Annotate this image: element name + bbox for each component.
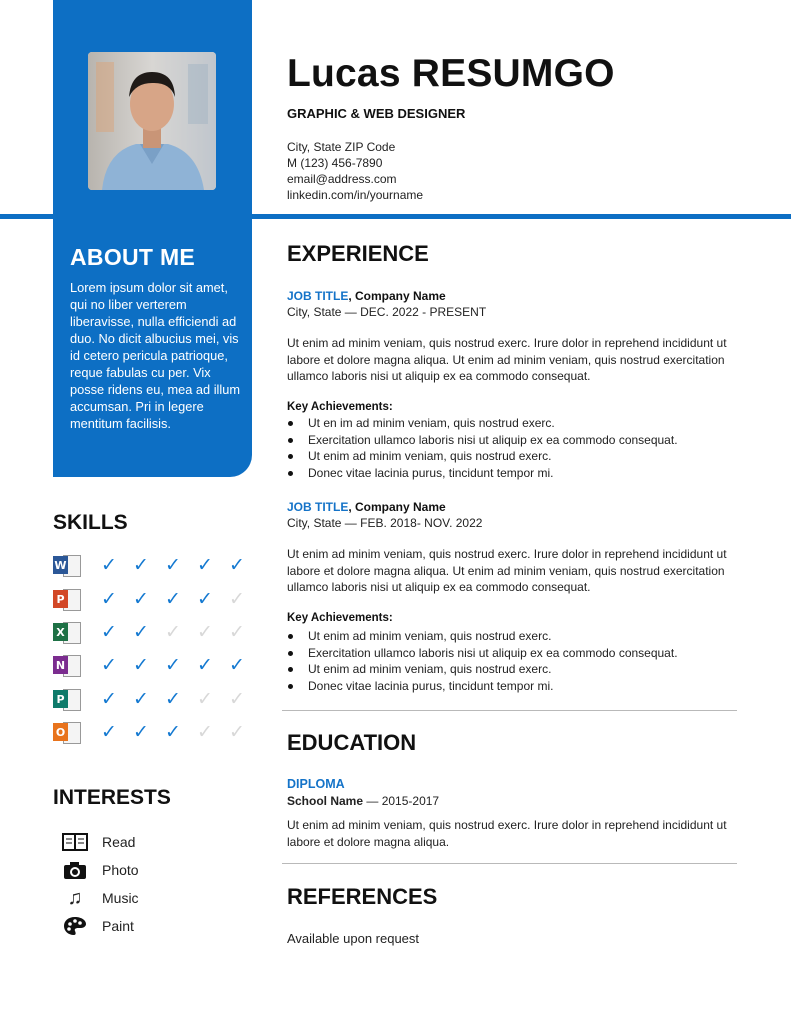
interest-label: Read: [102, 834, 136, 850]
achievement-item: Donec vitae lacinia purus, tincidunt tempor mi.: [287, 465, 737, 482]
job-description: Ut enim ad minim veniam, quis nostrud exerc. Irure dolor in reprehend incididunt ut labore et dolore magna aliqua. Ut enim ad minim veniam, quis nostrud exercitation ullamco laboris nisi ut aliquip ex ea commodo consequat.: [287, 547, 727, 594]
job-heading: [287, 500, 446, 514]
check-filled-icon: ✓: [133, 721, 149, 743]
check-filled-icon: ✓: [101, 654, 117, 676]
achievements-list: [287, 628, 737, 695]
check-filled-icon: ✓: [197, 654, 213, 676]
check-empty-icon: ✓: [197, 688, 213, 710]
company-name: , Company Name: [348, 500, 446, 514]
check-filled-icon: ✓: [101, 554, 117, 576]
check-empty-icon: ✓: [165, 621, 181, 643]
skill-row: [53, 552, 253, 578]
check-filled-icon: ✓: [229, 654, 245, 676]
interest-item: [62, 830, 135, 854]
skill-rating: [93, 587, 253, 611]
about-title: ABOUT ME: [70, 244, 196, 270]
job-description: Ut enim ad minim veniam, quis nostrud exerc. Irure dolor in reprehend incididunt ut labore et dolore magna aliqua. Ut enim ad minim veniam, quis nostrud exercitation ullamco laboris nisi ut aliquip ex ea commodo consequat.: [287, 336, 727, 383]
skill-row: [53, 619, 253, 645]
achievement-item: Exercitation ullamco laboris nisi ut aliquip ex ea commodo consequat.: [287, 432, 737, 449]
references-title: REFERENCES: [287, 884, 438, 909]
skill-rating: [93, 687, 253, 711]
candidate-name: Lucas RESUMGO: [287, 52, 615, 95]
contact-phone: M (123) 456-7890: [287, 156, 383, 170]
check-filled-icon: ✓: [101, 621, 117, 643]
skill-row: [53, 686, 253, 712]
music-icon: ♫: [67, 886, 83, 909]
achievements-title: Key Achievements:: [287, 401, 393, 413]
interest-item: [62, 886, 139, 910]
check-filled-icon: ✓: [133, 588, 149, 610]
check-empty-icon: ✓: [229, 721, 245, 743]
publisher-icon: [53, 687, 79, 711]
check-empty-icon: ✓: [197, 621, 213, 643]
contact-email[interactable]: email@address.com: [287, 172, 397, 186]
check-filled-icon: ✓: [133, 688, 149, 710]
school-years: — 2015-2017: [363, 794, 440, 808]
onenote-icon: [53, 653, 79, 677]
job-meta: City, State — DEC. 2022 - PRESENT: [287, 305, 487, 319]
app-letter: W: [53, 556, 68, 574]
camera-icon: [62, 859, 88, 881]
achievement-item: Ut enim ad minim veniam, quis nostrud exerc.: [287, 448, 737, 465]
skill-rating: [93, 720, 253, 744]
check-filled-icon: ✓: [101, 721, 117, 743]
achievement-item: Ut enim ad minim veniam, quis nostrud exerc.: [287, 628, 737, 645]
check-filled-icon: ✓: [165, 588, 181, 610]
company-name: , Company Name: [348, 289, 446, 303]
achievements-title: Key Achievements:: [287, 612, 393, 624]
about-text: Lorem ipsum dolor sit amet, qui no liber verterem liberavisse, nulla efficiendi ad duo. No dicit albucius mei, vis id cetero pericula patrioque, reque fabulas cu per. Vix posse ridens eu, mea ad illum accumsan. Pri in legere mentitum facilisis.: [70, 280, 241, 431]
check-filled-icon: ✓: [165, 721, 181, 743]
app-letter: O: [53, 723, 68, 741]
contact-linkedin[interactable]: linkedin.com/in/yourname: [287, 188, 424, 202]
achievement-item: Ut enim ad minim veniam, quis nostrud exerc.: [287, 661, 737, 678]
skill-row: [53, 719, 253, 745]
interest-label: Paint: [102, 918, 134, 934]
education-description: Ut enim ad minim veniam, quis nostrud exerc. Irure dolor in reprehend incididunt ut labore et dolore magna aliqua.: [287, 818, 727, 849]
powerpoint-icon: [53, 587, 79, 611]
skill-row: [53, 586, 253, 612]
app-letter: P: [53, 690, 68, 708]
app-letter: N: [53, 656, 68, 674]
word-icon: [53, 553, 79, 577]
check-filled-icon: ✓: [229, 554, 245, 576]
school-line: [287, 794, 439, 808]
skill-row: [53, 652, 253, 678]
check-empty-icon: ✓: [229, 588, 245, 610]
check-filled-icon: ✓: [133, 654, 149, 676]
app-letter: P: [53, 590, 68, 608]
check-empty-icon: ✓: [197, 721, 213, 743]
interest-label: Photo: [102, 862, 139, 878]
achievement-item: Exercitation ullamco laboris nisi ut aliquip ex ea commodo consequat.: [287, 645, 737, 662]
education-title: EDUCATION: [287, 730, 417, 755]
job-meta: City, State — FEB. 2018- NOV. 2022: [287, 516, 483, 530]
experience-title: EXPERIENCE: [287, 241, 429, 266]
skill-rating: [93, 653, 253, 677]
check-filled-icon: ✓: [197, 588, 213, 610]
section-divider: [282, 710, 737, 711]
skill-rating: [93, 620, 253, 644]
section-divider: [282, 863, 737, 864]
app-letter: X: [53, 623, 68, 641]
interest-label: Music: [102, 890, 139, 906]
check-filled-icon: ✓: [101, 688, 117, 710]
check-filled-icon: ✓: [133, 621, 149, 643]
check-empty-icon: ✓: [229, 688, 245, 710]
outlook-icon: [53, 720, 79, 744]
references-text: Available upon request: [287, 931, 420, 946]
degree-title: DIPLOMA: [287, 777, 345, 791]
check-empty-icon: ✓: [229, 621, 245, 643]
achievement-item: Ut en im ad minim veniam, quis nostrud exerc.: [287, 415, 737, 432]
achievement-item: Donec vitae lacinia purus, tincidunt tempor mi.: [287, 678, 737, 695]
check-filled-icon: ✓: [101, 588, 117, 610]
job-title: JOB TITLE: [287, 289, 349, 303]
check-filled-icon: ✓: [165, 654, 181, 676]
check-filled-icon: ✓: [197, 554, 213, 576]
interests-title: INTERESTS: [53, 786, 171, 809]
palette-icon: [62, 915, 88, 937]
book-icon: [62, 831, 88, 853]
check-filled-icon: ✓: [133, 554, 149, 576]
excel-icon: [53, 620, 79, 644]
profile-photo: [88, 52, 216, 190]
check-filled-icon: ✓: [165, 554, 181, 576]
skill-rating: [93, 553, 253, 577]
achievements-list: [287, 415, 737, 482]
interest-item: [62, 914, 134, 938]
candidate-role: GRAPHIC & WEB DESIGNER: [287, 106, 466, 121]
interest-item: [62, 858, 139, 882]
job-heading: [287, 289, 446, 303]
job-title: JOB TITLE: [287, 500, 349, 514]
school-name: School Name: [287, 794, 364, 808]
contact-address: City, State ZIP Code: [287, 140, 396, 154]
check-filled-icon: ✓: [165, 688, 181, 710]
skills-title: SKILLS: [53, 511, 128, 534]
